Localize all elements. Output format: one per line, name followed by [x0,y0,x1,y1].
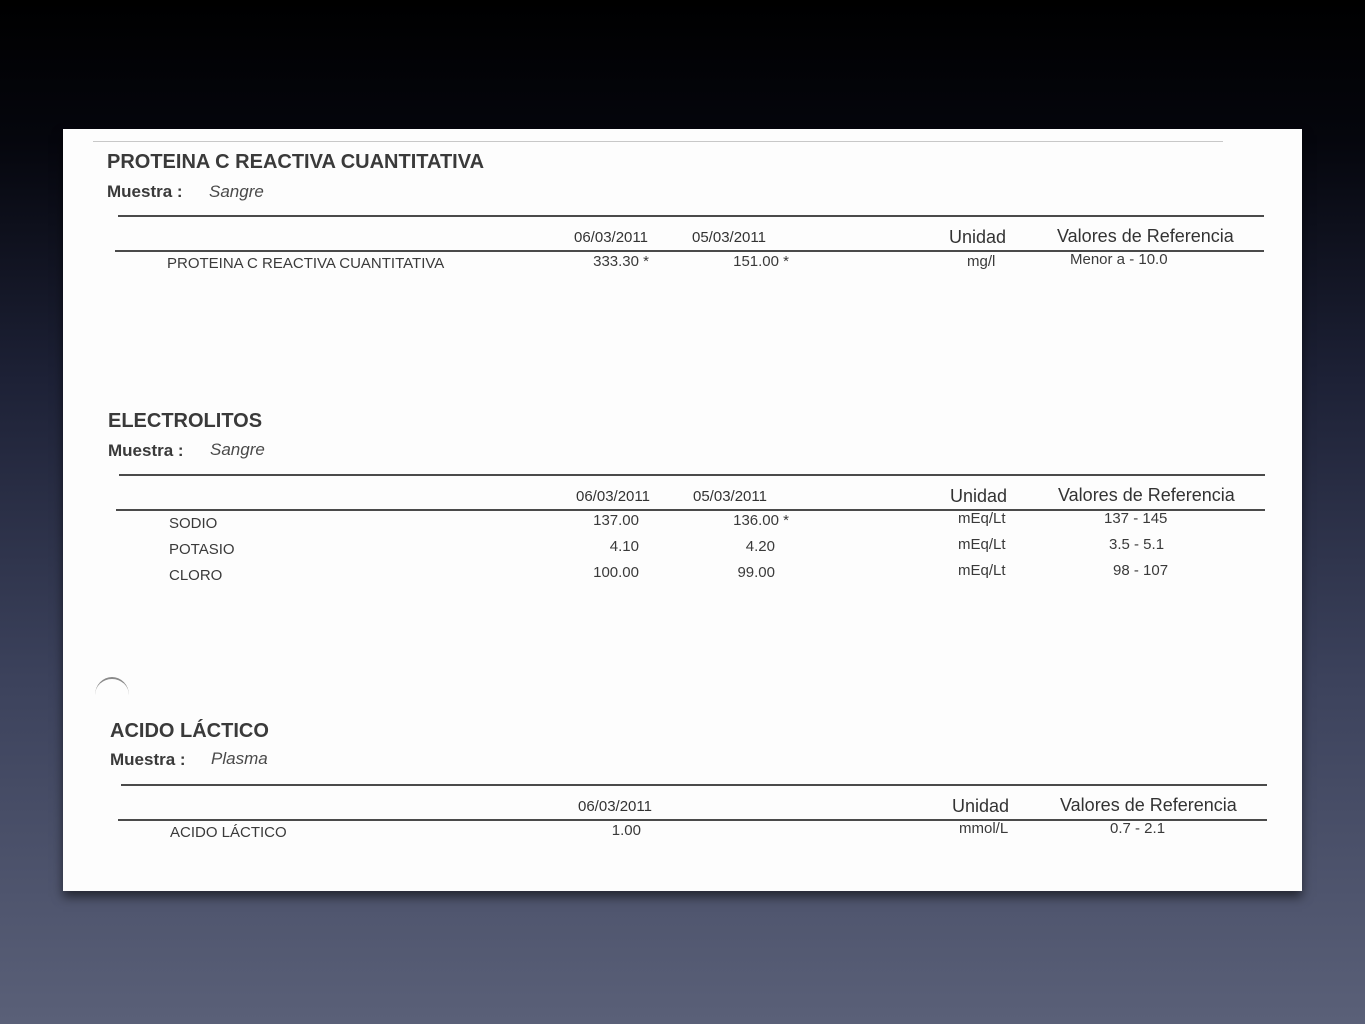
sample-label: Muestra : [110,750,186,769]
sample-label: Muestra : [108,441,184,460]
column-header-date2: 05/03/2011 [693,488,767,505]
value-date1: 4.10 [609,538,639,555]
value-date2: 99.00 [737,564,775,581]
column-header-date1: 06/03/2011 [574,229,648,246]
test-name: CLORO [169,567,223,584]
sample-label: Muestra : [107,182,183,201]
section-acido-lactico [63,698,1302,841]
column-header-reference: Valores de Referencia [1060,795,1237,815]
column-header-unit: Unidad [950,486,1008,506]
unit-value: mmol/L [959,820,1009,837]
reference-value: 137 - 145 [1104,510,1168,527]
column-header-reference: Valores de Referencia [1058,485,1235,505]
value-date2: 4.20 [745,538,775,555]
test-name: PROTEINA C REACTIVA CUANTITATIVA [167,255,445,272]
value-date2: 151.00 * [733,253,789,270]
unit-value: mg/l [967,253,996,270]
unit-value: mEq/Lt [958,536,1006,553]
reference-value: Menor a - 10.0 [1070,251,1168,268]
value-date1: 100.00 [593,564,639,581]
value-date2: 136.00 * [733,512,789,529]
column-header-date1: 06/03/2011 [578,798,652,815]
table-top-rule [118,215,1264,217]
test-name: POTASIO [169,541,235,558]
table-top-rule [121,784,1267,786]
section-electrolitos [63,388,1302,584]
sample-value: Sangre [210,440,265,459]
section-pcr [63,129,1302,272]
value-date1: 137.00 [593,512,639,529]
reference-value: 98 - 107 [1113,562,1169,579]
sample-value: Sangre [209,182,264,201]
section-title: PROTEINA C REACTIVA CUANTITATIVA [107,151,485,173]
table-header-rule [118,819,1267,821]
reference-value: 3.5 - 5.1 [1109,536,1165,553]
test-name: ACIDO LÁCTICO [170,824,287,841]
column-header-unit: Unidad [952,796,1010,816]
section-title: ACIDO LÁCTICO [110,720,269,742]
reference-value: 0.7 - 2.1 [1110,820,1166,837]
value-date1: 333.30 * [593,253,649,270]
section-title: ELECTROLITOS [108,410,263,432]
value-date1: 1.00 [611,822,641,839]
lab-report-page [63,129,1302,891]
sample-value: Plasma [211,749,268,768]
column-header-unit: Unidad [949,227,1007,247]
column-header-date2: 05/03/2011 [692,229,766,246]
test-name: SODIO [169,515,218,532]
unit-value: mEq/Lt [958,562,1006,579]
table-header-rule [116,509,1265,511]
unit-value: mEq/Lt [958,510,1006,527]
table-top-rule [119,474,1265,476]
column-header-reference: Valores de Referencia [1057,226,1234,246]
column-header-date1: 06/03/2011 [576,488,650,505]
